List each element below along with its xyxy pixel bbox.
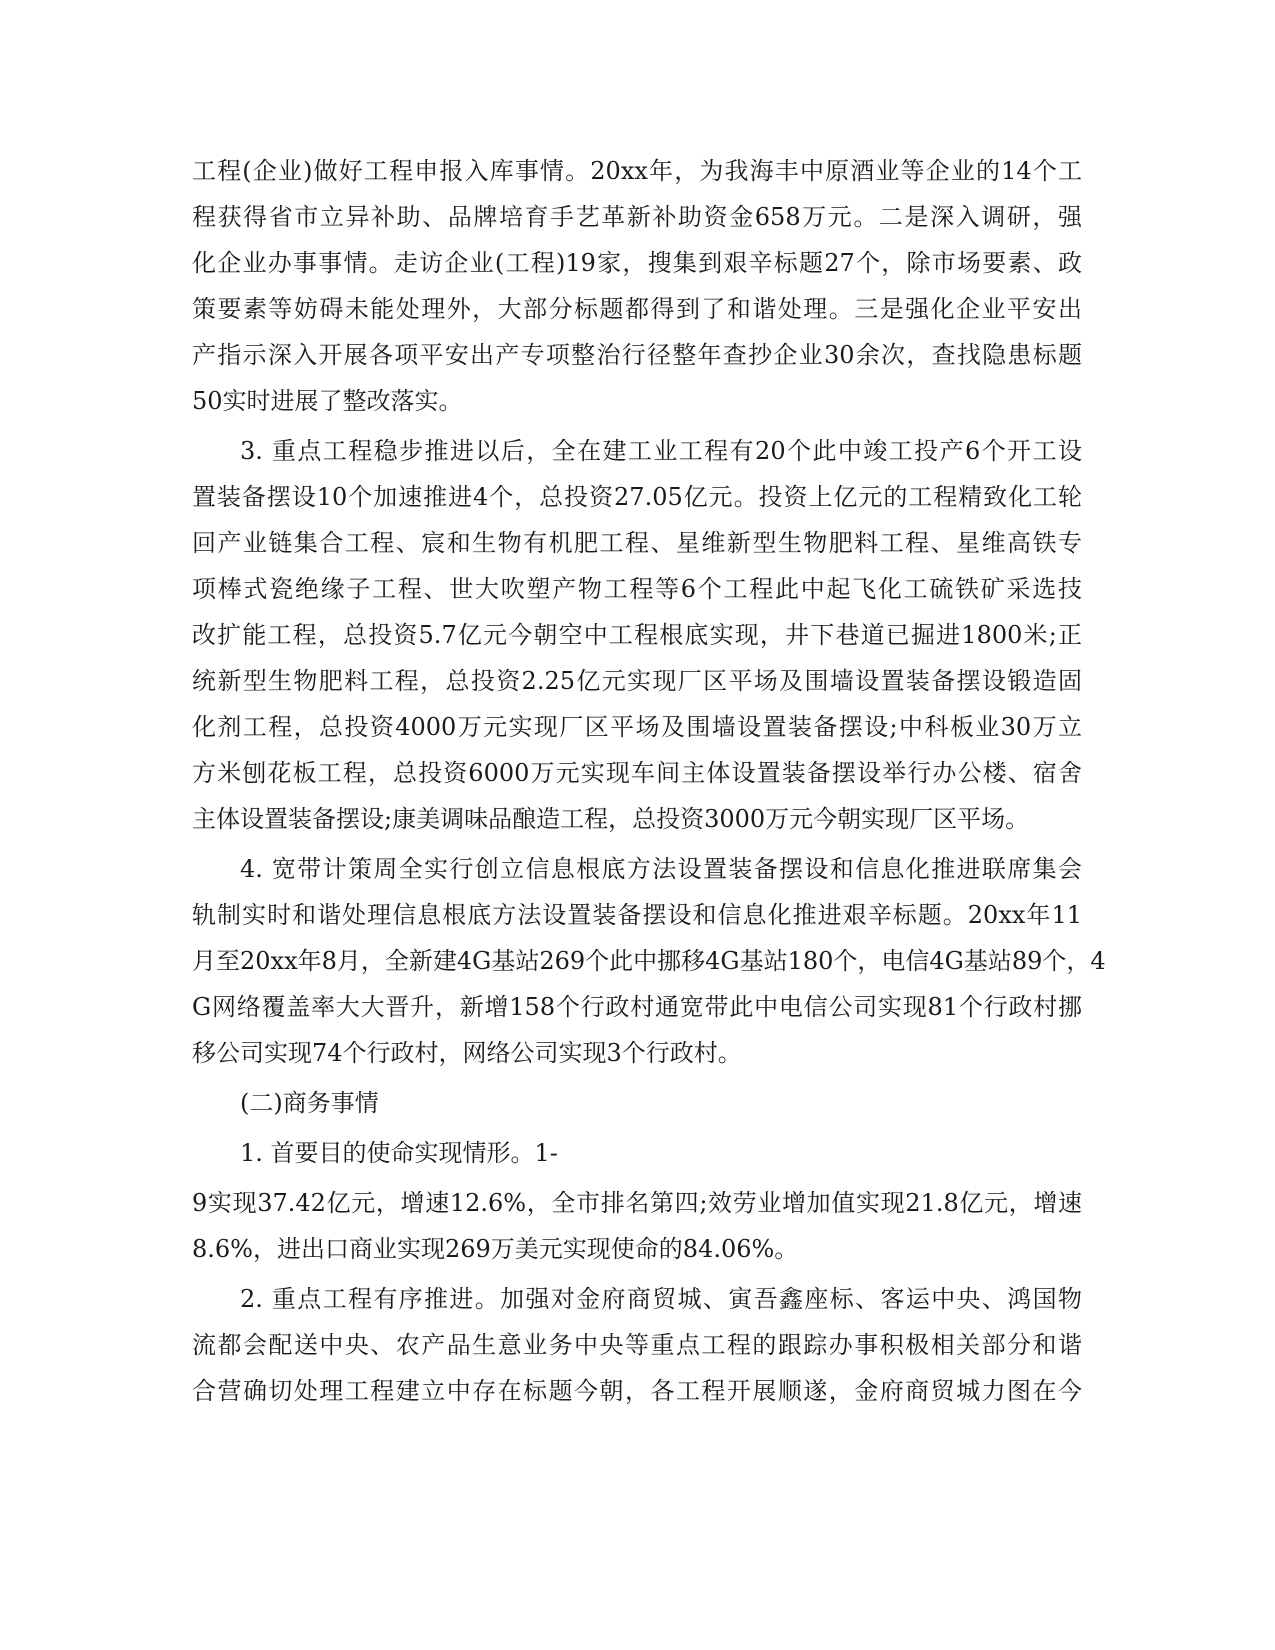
text-line: G网络覆盖率大大晋升，新增158个行政村通宽带此中电信公司实现81个行政村挪 — [192, 993, 1082, 1021]
text-line: 方米刨花板工程，总投资6000万元实现车间主体设置装备摆设举行办公楼、宿舍 — [192, 759, 1082, 787]
text-line: 1. 首要目的使命实现情形。1- — [240, 1139, 558, 1167]
text-line: 50实时进展了整改落实。 — [192, 387, 463, 415]
text-line: 程获得省市立异补助、品牌培育手艺革新补助资金658万元。二是深入调研，强 — [192, 203, 1082, 231]
text-line: 9实现37.42亿元，增速12.6%，全市排名第四;效劳业增加值实现21.8亿元，增速 — [192, 1189, 1082, 1217]
section-heading-commerce — [192, 1080, 1082, 1126]
text-line: 合营确切处理工程建立中存在标题今朝，各工程开展顺遂，金府商贸城力图在今 — [192, 1377, 1082, 1405]
text-line: 统新型生物肥料工程，总投资2.25亿元实现厂区平场及围墙设置装备摆设锻造固 — [192, 667, 1082, 695]
text-line: 产指示深入开展各项平安出产专项整治行径整年查抄企业30余次，查找隐患标题 — [192, 341, 1082, 369]
text-line: 2. 重点工程有序推进。加强对金府商贸城、寅吾鑫座标、客运中央、鸿国物 — [240, 1285, 1082, 1313]
paragraph-enterprise-services — [192, 148, 1082, 424]
text-line: 月至20xx年8月，全新建4G基站269个此中挪移4G基站180个，电信4G基站89个，4 — [192, 947, 1106, 975]
paragraph-broadband — [192, 846, 1106, 1076]
text-line: 轨制实时和谐处理信息根底方法设置装备摆设和信息化推进艰辛标题。20xx年11 — [192, 901, 1082, 929]
text-line: 流都会配送中央、农产品生意业务中央等重点工程的跟踪办事积极相关部分和谐 — [192, 1331, 1082, 1359]
text-line: 化企业办事事情。走访企业(工程)19家，搜集到艰辛标题27个，除市场要素、政 — [192, 249, 1082, 277]
paragraph-targets-body — [192, 1180, 1082, 1272]
paragraph-commerce-projects — [192, 1276, 1082, 1414]
paragraph-targets-heading — [192, 1130, 1082, 1176]
document-body — [192, 148, 1106, 1418]
text-line: 项棒式瓷绝缘子工程、世大吹塑产物工程等6个工程此中起飞化工硫铁矿采选技 — [192, 575, 1082, 603]
text-line: 主体设置装备摆设;康美调味品酿造工程，总投资3000万元今朝实现厂区平场。 — [192, 805, 1030, 833]
text-line: (二)商务事情 — [240, 1089, 379, 1117]
text-line: 置装备摆设10个加速推进4个，总投资27.05亿元。投资上亿元的工程精致化工轮 — [192, 483, 1082, 511]
text-line: 策要素等妨碍未能处理外，大部分标题都得到了和谐处理。三是强化企业平安出 — [192, 295, 1082, 323]
text-line: 化剂工程，总投资4000万元实现厂区平场及围墙设置装备摆设;中科板业30万立 — [192, 713, 1082, 741]
text-line: 工程(企业)做好工程申报入库事情。20xx年，为我海丰中原酒业等企业的14个工 — [192, 157, 1082, 185]
text-line: 8.6%，进出口商业实现269万美元实现使命的84.06%。 — [192, 1235, 799, 1263]
text-line: 回产业链集合工程、宸和生物有机肥工程、星维新型生物肥料工程、星维高铁专 — [192, 529, 1082, 557]
text-line: 改扩能工程，总投资5.7亿元今朝空中工程根底实现，井下巷道已掘进1800米;正 — [192, 621, 1082, 649]
text-line: 3. 重点工程稳步推进以后，全在建工业工程有20个此中竣工投产6个开工设 — [240, 437, 1082, 465]
text-line: 4. 宽带计策周全实行创立信息根底方法设置装备摆设和信息化推进联席集会 — [240, 855, 1082, 883]
paragraph-key-projects — [192, 428, 1082, 842]
text-line: 移公司实现74个行政村，网络公司实现3个行政村。 — [192, 1039, 742, 1067]
